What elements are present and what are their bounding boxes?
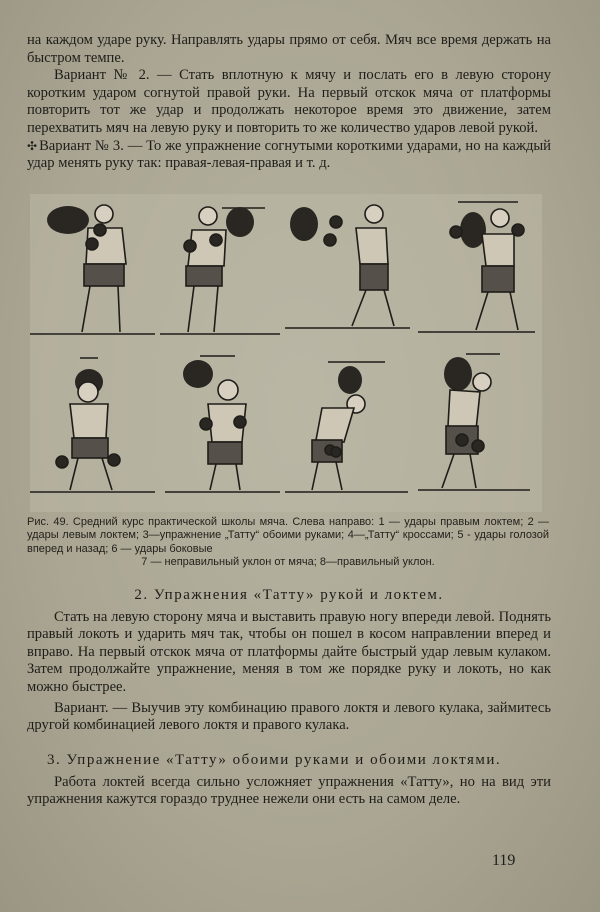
- paragraph-variant-3: [27, 138, 551, 173]
- text-block-top: [27, 32, 551, 173]
- ornament-icon: ✣: [27, 138, 38, 153]
- boxing-illustrations: [30, 194, 542, 512]
- section-3-heading: 3. Упражнение «Татту» обоими руками и обоими локтями.: [47, 752, 502, 768]
- figure-caption: [27, 516, 549, 569]
- caption-text-last-line: 7 — неправильный уклон от мяча; 8—правильный уклон.: [141, 555, 435, 568]
- figure-49: [30, 194, 542, 512]
- section-2-variant: Вариант. — Выучив эту комбинацию правого локтя и левого кулака, займитесь другой комбинацией левого локтя и правого кулака.: [27, 699, 551, 734]
- section-2: [27, 587, 551, 735]
- section-3: [27, 752, 551, 809]
- section-2-paragraph: Стать на левую сторону мяча и выставить правую ногу впереди левой. Поднять правый локоть и ударить мяч так, чтобы он пошел в косом направлении вперед и вправо. На первый отскок мяча от платформы дайте быстрый удар левым кулаком. Затем продолжайте упражнение, меняя в том же порядке руку и локоть, но как можно быстрее.: [27, 608, 551, 695]
- caption-text: Рис. 49. Средний курс практической школы мяча. Слева направо: 1 — удары правым локтем; 2 — удары левым локтем; 3—упражнение „Татту“ обоими руками; 4—„Татту“ кроссами; 5 - удары голозой вперед и назад; 6 — удары боковые: [27, 516, 549, 555]
- section-2-heading: 2. Упражнения «Татту» рукой и локтем.: [134, 587, 444, 603]
- section-3-paragraph: Работа локтей всегда сильно усложняет упражнения «Татту», но на вид эти упражнения кажутся гораздо труднее нежели они есть на самом деле.: [27, 773, 551, 808]
- paragraph-variant-3-text: Вариант № 3. — То же упражнение согнутыми короткими ударами, но на каждый удар менять руку так: правая-левая-правая и т. д.: [27, 137, 551, 172]
- paragraph-continued: на каждом ударе руку. Направлять удары прямо от себя. Мяч все время держать на быстром темпе.: [27, 32, 551, 66]
- paragraph-variant-2: Вариант № 2. — Стать вплотную к мячу и послать его в левую сторону коротким ударом согнутой правой руки. На первый отскок мяча от платформы повторить тот же удар и продолжать некоторое время это движение, затем перехватить мяч на левую руку и повторить то же количество ударов левой рукой.: [27, 67, 551, 136]
- page-number: 119: [492, 852, 516, 869]
